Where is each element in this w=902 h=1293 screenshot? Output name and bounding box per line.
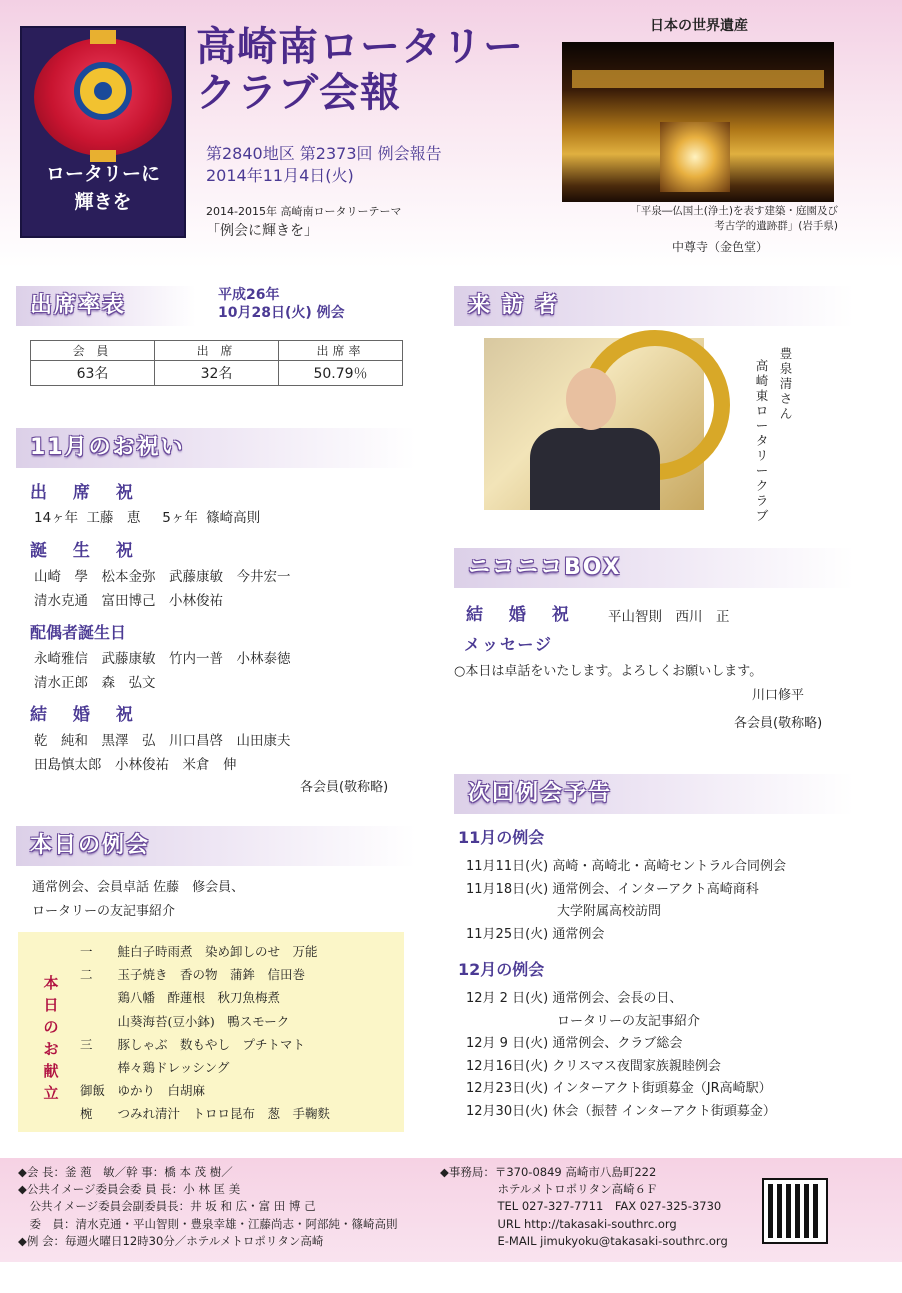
wedding-names-2: 田島慎太郎 小林俊祐 米倉 伸 xyxy=(34,757,237,773)
schedule-row: 12月30日(火) 休会（振替 インターアクト街頭募金） xyxy=(466,1103,776,1119)
visitor-club: 高崎東ロータリークラブ xyxy=(755,358,769,523)
footer-line: 公共イメージ委員会副委員長：井 坂 和 広・富 田 博 己 xyxy=(18,1199,316,1214)
attendance-title: 出席率表 xyxy=(30,293,127,318)
header-members: 会 員 xyxy=(31,341,155,361)
title-line1: 高崎南ロータリー xyxy=(196,24,524,70)
menu-item: 棒々鶏ドレッシング xyxy=(80,1060,230,1076)
menu-list xyxy=(80,940,330,1126)
page-title xyxy=(196,24,556,116)
niko-title: ニコニコBOX xyxy=(468,555,622,580)
attendance-date-day: 10月28日(火) 例会 xyxy=(218,305,345,321)
schedule-row: 12月 9 日(火) 通常例会、クラブ総会 xyxy=(466,1036,683,1051)
title-line2: クラブ会報 xyxy=(196,70,401,116)
caption-line1: 「平泉―仏国土(浄土)を表す建築・庭園及び xyxy=(630,205,838,217)
menu-side-label: 本日のお献立 xyxy=(43,974,59,1102)
footer-line: ◆公共イメージ委員会委 員 長：小 林 匡 美 xyxy=(18,1182,241,1197)
footer-line: ◆例 会：毎週火曜日12時30分／ホテルメトロポリタン高崎 xyxy=(18,1233,324,1248)
menu-item: 御飯 ゆかり 白胡麻 xyxy=(80,1083,206,1099)
today-section-header xyxy=(16,826,416,866)
attendance-celebration-label: 出 席 祝 xyxy=(30,483,143,503)
attendance-table xyxy=(30,340,403,386)
rotary-wheel-icon xyxy=(74,62,132,120)
menu-item: 山葵海苔(豆小鉢) 鴨スモーク xyxy=(80,1013,290,1029)
birthday-names-2: 清水克通 富田博己 小林俊祐 xyxy=(34,593,223,609)
schedule-row: 11月11日(火) 高崎・高崎北・高崎セントラル合同例会 xyxy=(466,859,786,874)
message-label: メッセージ xyxy=(464,635,554,654)
attendance-value-row xyxy=(31,361,403,386)
schedule-row: ロータリーの友記事紹介 xyxy=(466,1013,701,1029)
spouse-names-1: 永崎雅信 武藤康敏 竹内一普 小林泰徳 xyxy=(34,651,291,667)
attendance-celebration-names: 14ヶ年 工藤 恵 5ヶ年 篠崎高則 xyxy=(34,510,261,526)
logo-text-line2: 輝きを xyxy=(74,191,132,213)
next-section-header xyxy=(454,774,854,814)
menu-item: 一 鮭白子時雨煮 染め卸しのせ 万能 xyxy=(80,944,318,959)
footer-line: 委 員：清水克通・平山智則・豊泉幸雄・江藤尚志・阿部純・篠崎高則 xyxy=(18,1216,398,1231)
attendance-section-header xyxy=(16,286,196,326)
logo-text-line1: ロータリーに xyxy=(45,163,160,185)
schedule-row: 12月16日(火) クリスマス夜間家族親睦例会 xyxy=(466,1058,721,1074)
niko-honorific: 各会員(敬称略) xyxy=(734,716,823,731)
schedule-row: 大学附属高校訪問 xyxy=(466,904,662,919)
attendance-header-row xyxy=(31,341,403,361)
footer-contact xyxy=(440,1164,728,1250)
schedule-row: 11月18日(火) 通常例会、インターアクト高崎商科 xyxy=(466,881,759,897)
attendance-date xyxy=(218,286,345,322)
birthday-names-1: 山崎 學 松本金弥 武藤康敏 今井宏一 xyxy=(34,569,291,585)
visitor-body-shape xyxy=(530,428,660,510)
value-rate: 50.79％ xyxy=(279,361,403,386)
schedule-row: 11月25日(火) 通常例会 xyxy=(466,926,605,942)
message-signer: 川口修平 xyxy=(752,688,805,703)
footer-email: E-MAIL jimukyoku@takasaki-southrc.org xyxy=(440,1233,728,1248)
lantern-cap xyxy=(90,30,116,44)
niko-wedding-label: 結 婚 祝 xyxy=(466,605,579,625)
district-line: 第2840地区 第2373回 例会報告 xyxy=(206,144,442,163)
menu-item: 二 玉子焼き 香の物 蒲鉾 信田巻 xyxy=(80,967,306,983)
wedding-label: 結 婚 祝 xyxy=(30,705,143,725)
visitor-section-header xyxy=(454,286,854,326)
visitor-name: 豊泉 清さん xyxy=(779,346,805,421)
theme-label: 2014-2015年 高崎南ロータリーテーマ xyxy=(206,205,402,218)
schedule-row: 12月 2 日(火) 通常例会、会長の日、 xyxy=(466,991,683,1006)
photo-caption-temple: 中尊寺（金色堂） xyxy=(671,240,768,254)
photo-caption xyxy=(560,204,838,234)
value-members: 63名 xyxy=(31,361,155,386)
wedding-names-1: 乾 純和 黒澤 弘 川口昌啓 山田康夫 xyxy=(34,733,291,749)
logo-text xyxy=(26,160,180,216)
temple-altar-shape xyxy=(660,122,730,192)
header-present: 出 席 xyxy=(155,341,279,361)
niko-wedding-names: 平山智則 西川 正 xyxy=(608,609,730,625)
caption-line2: 考古学的遺跡群」(岩手県) xyxy=(714,220,838,232)
footer-line: ◆会 長：釜 萢 敏／幹 事：橋 本 茂 樹／ xyxy=(18,1165,233,1179)
today-desc-2: ロータリーの友記事紹介 xyxy=(32,904,176,919)
visitor-head-shape xyxy=(566,368,616,430)
issue-date: 2014年11月4日(火) xyxy=(206,166,354,185)
celebration-section-header xyxy=(16,428,416,468)
dec-heading: 12月の例会 xyxy=(458,960,545,979)
today-title: 本日の例会 xyxy=(30,833,151,858)
nov-heading: 11月の例会 xyxy=(458,828,545,847)
footer-officers xyxy=(18,1164,398,1250)
temple-roof-shape xyxy=(572,70,824,88)
value-present: 32名 xyxy=(155,361,279,386)
today-desc-1: 通常例会、会員卓話 佐藤 修会員、 xyxy=(32,880,245,895)
birthday-label: 誕 生 祝 xyxy=(30,541,143,561)
footer-line: TEL 027-327-7711 FAX 027-325-3730 xyxy=(440,1199,722,1214)
menu-item: 三 豚しゃぶ 数もやし プチトマト xyxy=(80,1036,306,1052)
niko-section-header xyxy=(454,548,854,588)
footer-url: URL http://takasaki-southrc.org xyxy=(440,1216,677,1231)
nov-schedule xyxy=(466,856,786,946)
qr-code-icon xyxy=(764,1180,826,1242)
spouse-names-2: 清水正郎 森 弘文 xyxy=(34,675,156,691)
next-title: 次回例会予告 xyxy=(468,781,613,806)
visitor-title: 来 訪 者 xyxy=(468,293,560,318)
menu-item: 椀 つみれ清汁 トロロ昆布 葱 手鞠麩 xyxy=(80,1106,331,1122)
celebration-honorific: 各会員(敬称略) xyxy=(300,780,389,795)
header-rate: 出席率 xyxy=(279,341,403,361)
message-text: ○本日は卓話をいたします。よろしくお願いします。 xyxy=(454,664,763,679)
schedule-row: 12月23日(火) インターアクト街頭募金（JR高崎駅） xyxy=(466,1081,772,1096)
dec-schedule xyxy=(466,988,776,1123)
footer-line: ホテルメトロポリタン高崎６Ｆ xyxy=(440,1182,658,1197)
attendance-date-year: 平成26年 xyxy=(218,287,280,303)
heritage-label: 日本の世界遺産 xyxy=(650,18,748,34)
celebration-title: 11月のお祝い xyxy=(30,435,185,460)
menu-item: 鶏八幡 酢蓮根 秋刀魚梅煮 xyxy=(80,990,281,1006)
spouse-birthday-label: 配偶者誕生日 xyxy=(30,623,127,642)
footer-line: ◆事務局：〒370-0849 高崎市八島町222 xyxy=(440,1165,657,1179)
theme: 「例会に輝きを」 xyxy=(206,223,318,239)
